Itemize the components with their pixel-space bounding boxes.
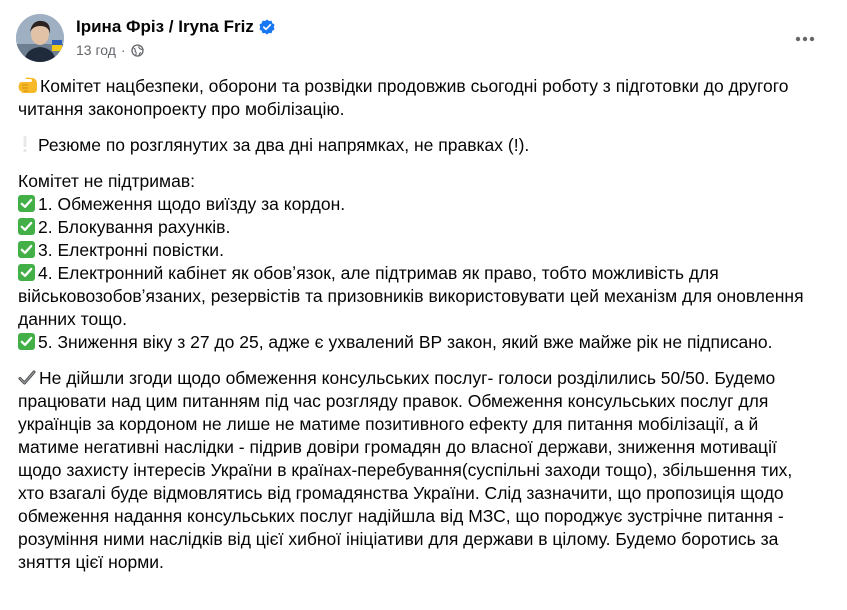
summary-text: Резюме по розглянутих за два дні напрямках, не правках (!).	[38, 135, 530, 155]
post-body	[18, 75, 818, 587]
white-check-mark-emoji	[18, 333, 35, 350]
consular-paragraph	[18, 367, 818, 574]
white-check-mark-emoji	[18, 264, 35, 281]
white-check-mark-emoji	[18, 195, 35, 212]
post-time[interactable]: 13 год	[76, 42, 116, 58]
author-line	[76, 17, 275, 37]
consular-text: Не дійшли згоди щодо обмеження консульських послуг- голоси розділились 50/50. Будемо працювати над цим питанням під час розгляду правок. Обмеження консульських послуг для українців за кордоном не лише не матиме позитивного ефекту для питання мобілізації, а й матиме негативні наслідки - підрив довіри громадян до власної держави, зниження мотивації щодо захисту інтересів України в країнах-перебування(суспільні заходи тощо), збільшення тих, хто взагалі буде відмовлятись від громадянства України. Слід зазначити, що пропозиція щодо обмеження надання консульських послуг надійшла від МЗС, що породжує зустрічне питання - розуміння ними наслідків від цієї хибної ініціативи для держави в цілому. Будемо боротись за зняття цієї норми.	[18, 368, 793, 572]
list-item	[18, 216, 818, 239]
verified-badge-icon	[259, 19, 275, 35]
list-item-text: 1. Обмеження щодо виїзду за кордон.	[38, 194, 346, 214]
intro-text: Комітет нацбезпеки, оборони та розвідки продовжив сьогодні роботу з підготовки до другого читання законопроекту про мобілізацію.	[18, 76, 789, 119]
white-check-mark-emoji	[18, 241, 35, 258]
globe-icon[interactable]	[131, 44, 144, 57]
white-check-mark-emoji	[18, 218, 35, 235]
more-options-button[interactable]	[787, 20, 823, 56]
list-item	[18, 262, 818, 331]
exclamation-emoji	[18, 134, 32, 154]
not-supported-title: Комітет не підтримав:	[18, 171, 195, 191]
list-item	[18, 331, 818, 354]
list-item-text: 2. Блокування рахунків.	[38, 217, 231, 237]
list-item-text: 3. Електронні повістки.	[38, 240, 224, 260]
pointing-hand-emoji	[18, 76, 38, 94]
list-item-text: 5. Зниження віку з 27 до 25, адже є ухвалений ВР закон, який вже майже рік не підписано.	[38, 332, 773, 352]
list-item	[18, 239, 818, 262]
intro-paragraph	[18, 75, 818, 121]
more-horizontal-icon	[795, 29, 815, 47]
list-item	[18, 193, 818, 216]
author-name[interactable]: Ірина Фріз / Iryna Friz	[76, 17, 254, 36]
heavy-check-mark-emoji	[18, 369, 36, 386]
post-header	[16, 14, 831, 62]
meta-separator: ·	[120, 42, 126, 58]
list-item-text: 4. Електронний кабінет як обовʼязок, але підтримав як право, тобто можливість для військовозобовʼязаних, резервістів та призовників використовувати цей механізм для оновлення данних тощо.	[18, 263, 804, 329]
post-meta	[76, 42, 144, 58]
summary-paragraph	[18, 134, 818, 157]
avatar[interactable]	[16, 14, 64, 62]
